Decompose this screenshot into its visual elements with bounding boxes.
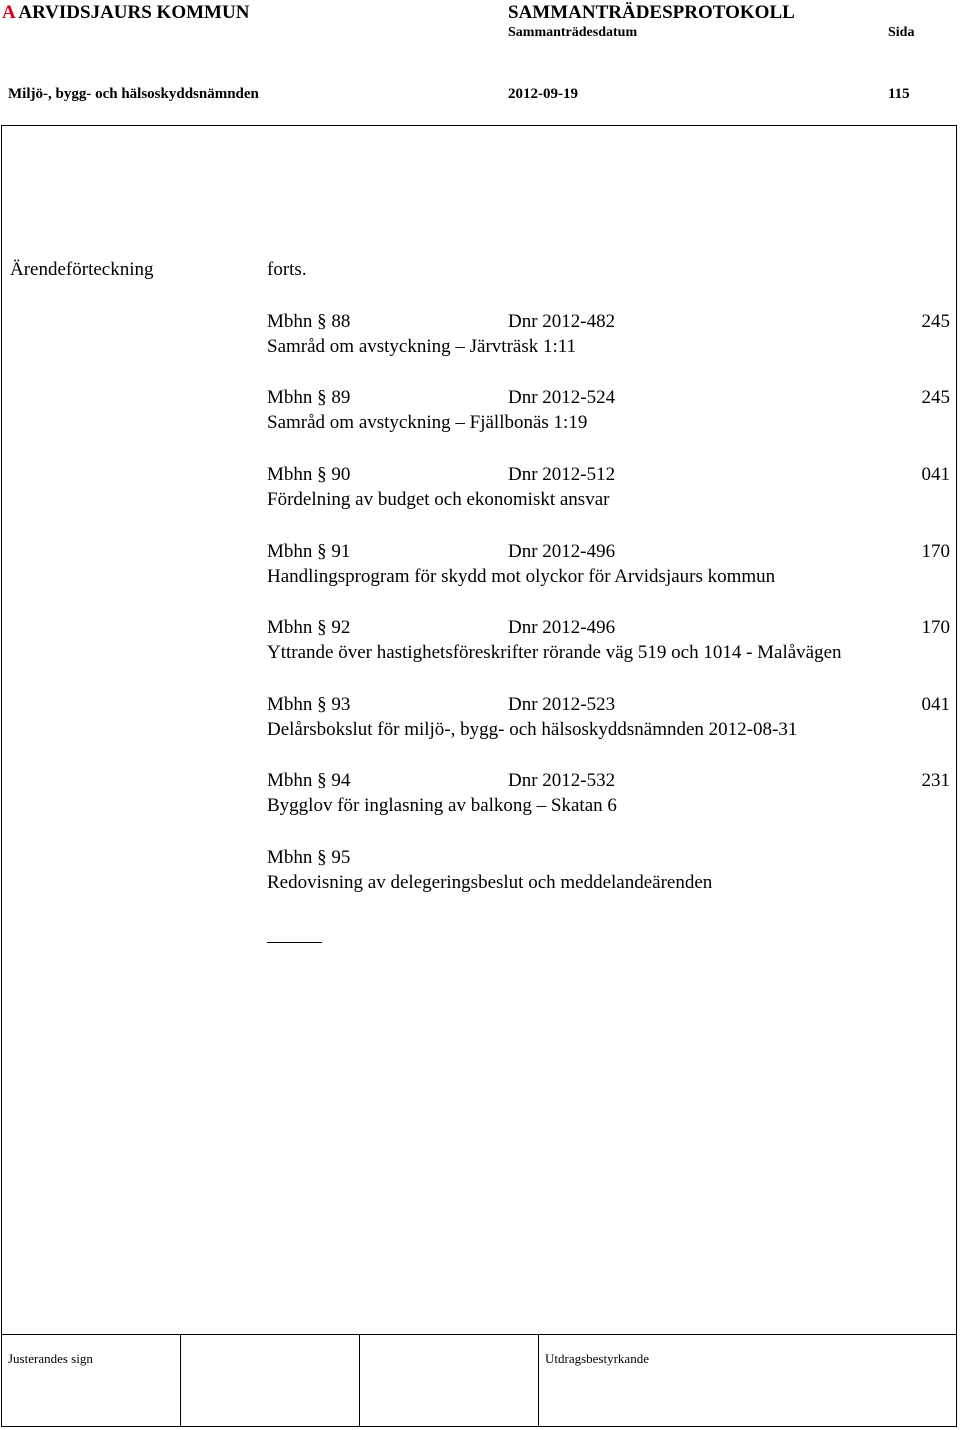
- item-paragraph: Mbhn § 89: [267, 387, 351, 408]
- section-continued: forts.: [267, 259, 307, 280]
- item-dnr: Dnr 2012-512: [508, 464, 616, 485]
- page-label: Sida: [888, 25, 915, 40]
- footer-divider: [538, 1334, 539, 1427]
- signature-label: Justerandes sign: [8, 1351, 93, 1366]
- end-separator: [267, 942, 322, 943]
- item-paragraph: Mbhn § 94: [267, 770, 351, 791]
- item-paragraph: Mbhn § 92: [267, 617, 351, 638]
- document-type: SAMMANTRÄDESPROTOKOLL: [508, 2, 795, 23]
- content-frame: [1, 125, 957, 1427]
- footer-divider: [180, 1334, 181, 1427]
- item-code: 245: [921, 387, 950, 408]
- item-subject: Bygglov för inglasning av balkong – Skatan 6: [267, 795, 617, 816]
- item-paragraph: Mbhn § 95: [267, 847, 351, 868]
- item-paragraph: Mbhn § 90: [267, 464, 351, 485]
- date-label: Sammanträdesdatum: [508, 25, 638, 40]
- item-paragraph: Mbhn § 88: [267, 311, 351, 332]
- item-subject: Yttrande över hastighetsföreskrifter rörande väg 519 och 1014 - Malåvägen: [267, 642, 842, 663]
- item-dnr: Dnr 2012-524: [508, 387, 616, 408]
- municipality-name-text: ARVIDSJAURS KOMMUN: [14, 2, 250, 23]
- item-dnr: Dnr 2012-496: [508, 617, 616, 638]
- item-dnr: Dnr 2012-496: [508, 541, 616, 562]
- item-code: 041: [921, 464, 950, 485]
- item-code: 245: [921, 311, 950, 332]
- page-number: 115: [888, 86, 910, 102]
- certification-label: Utdragsbestyrkande: [545, 1351, 649, 1366]
- item-subject: Redovisning av delegeringsbeslut och meddelandeärenden: [267, 872, 713, 893]
- municipality-name: [2, 2, 249, 24]
- item-dnr: Dnr 2012-482: [508, 311, 616, 332]
- item-subject: Fördelning av budget och ekonomiskt ansvar: [267, 489, 610, 510]
- item-paragraph: Mbhn § 91: [267, 541, 351, 562]
- item-subject: Samråd om avstyckning – Järvträsk 1:11: [267, 336, 577, 357]
- meeting-date: 2012-09-19: [508, 86, 578, 102]
- item-code: 170: [921, 617, 950, 638]
- logo-letter: A: [2, 2, 15, 23]
- item-paragraph: Mbhn § 93: [267, 694, 351, 715]
- item-subject: Samråd om avstyckning – Fjällbonäs 1:19: [267, 412, 588, 433]
- section-title: Ärendeförteckning: [10, 259, 154, 280]
- item-dnr: Dnr 2012-532: [508, 770, 616, 791]
- footer-rule: [1, 1334, 957, 1335]
- committee-name: Miljö-, bygg- och hälsoskyddsnämnden: [8, 86, 259, 102]
- item-subject: Delårsbokslut för miljö-, bygg- och hälsoskyddsnämnden 2012-08-31: [267, 719, 798, 740]
- item-subject: Handlingsprogram för skydd mot olyckor för Arvidsjaurs kommun: [267, 566, 776, 587]
- item-code: 041: [921, 694, 950, 715]
- item-dnr: Dnr 2012-523: [508, 694, 616, 715]
- footer-divider: [359, 1334, 360, 1427]
- item-code: 170: [921, 541, 950, 562]
- item-code: 231: [921, 770, 950, 791]
